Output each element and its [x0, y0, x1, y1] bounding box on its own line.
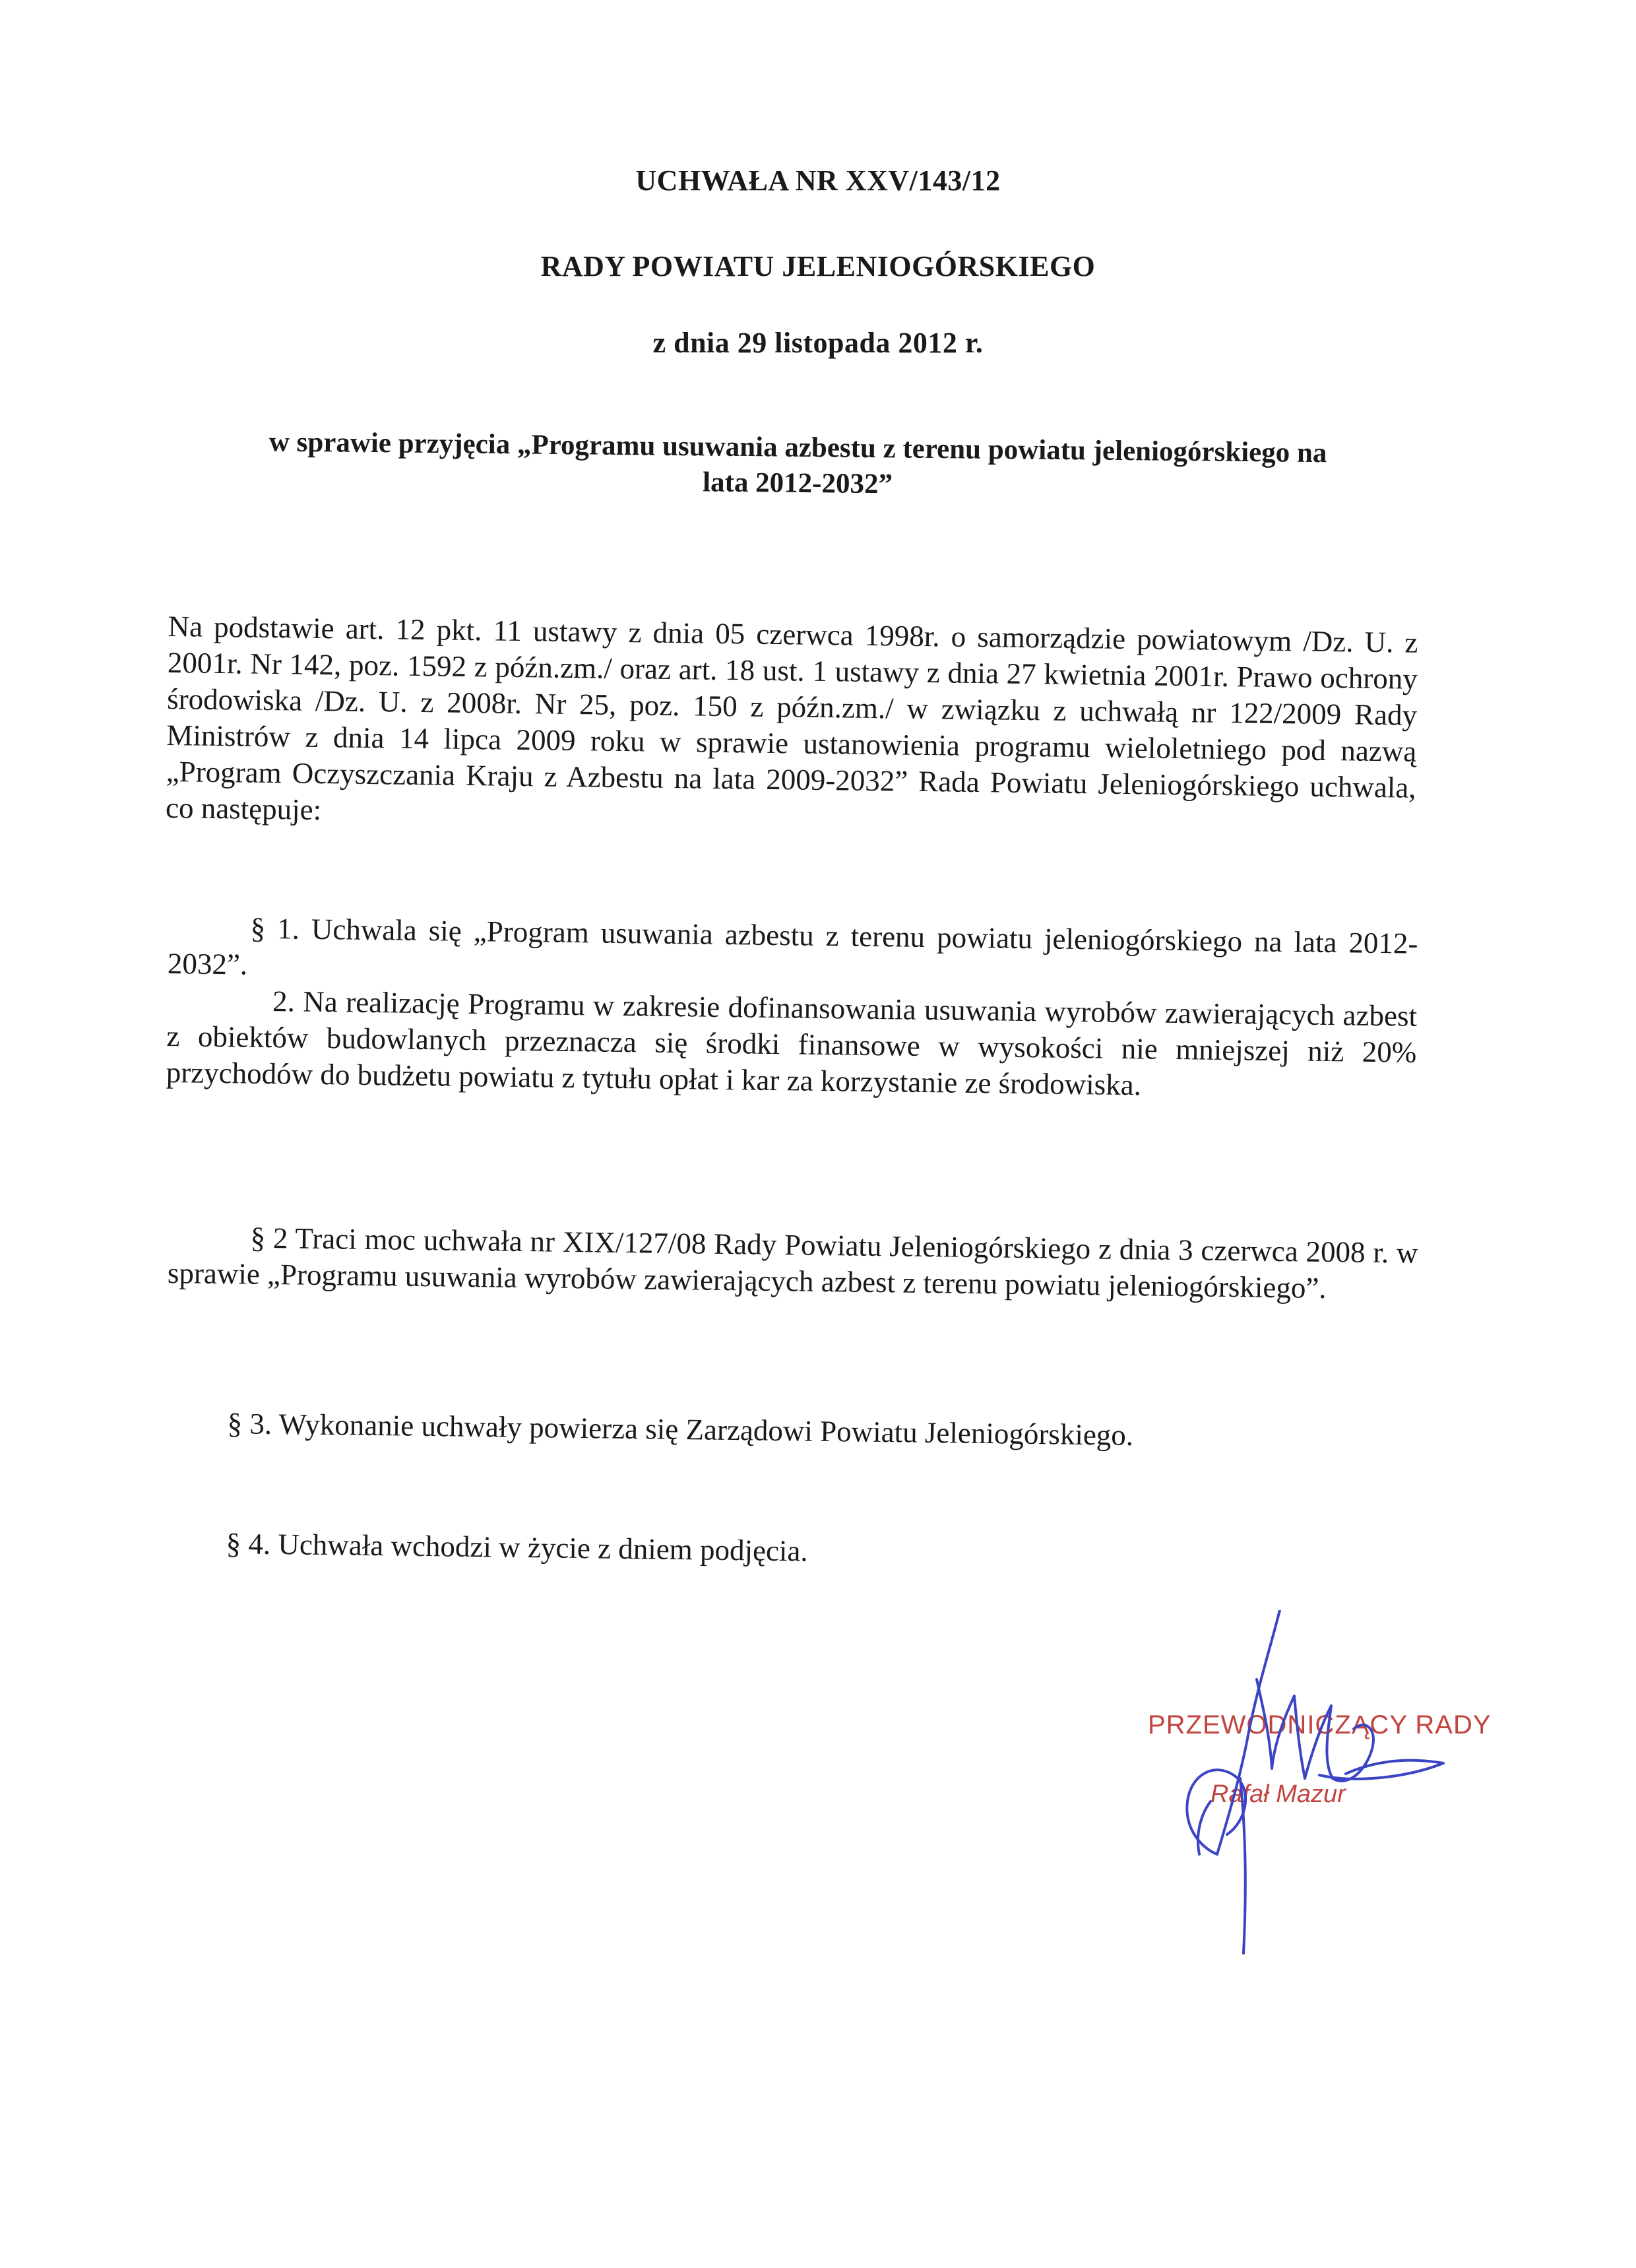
section-3: [227, 1406, 1283, 1456]
section-1-paragraph-1: § 1. Uchwala się „Program usuwania azbestu z terenu powiatu jeleniogórskiego na lata 2012-2032”.: [167, 911, 1418, 981]
section-2: [168, 1219, 1418, 1308]
resolution-date: z dnia 29 listopada 2012 r.: [652, 327, 984, 359]
stamp-title: PRZEWODNICZĄCY RADY: [1148, 1710, 1492, 1739]
handwritten-signature: [1121, 1610, 1464, 1980]
preamble: [166, 608, 1418, 843]
section-4-text: § 4. Uchwała wchodzi w życie z dniem podjęcia.: [226, 1526, 809, 1568]
section-4: [226, 1526, 1282, 1576]
section-1: [166, 909, 1418, 1107]
resolution-issuer: RADY POWIATU JELENIOGÓRSKIEGO: [540, 250, 1096, 282]
signature-block: [1121, 1610, 1492, 1980]
section-1-paragraph-2: 2. Na realizację Programu w zakresie dofinansowania usuwania wyrobów zawierających azbest z obiektów budowlanych przeznacza się środki finansowe w wysokości nie mniejszej niż 20% przychodów do budżetu powiatu z tytułu opłat i kar za korzystanie ze środowiska.: [166, 985, 1418, 1102]
subject-line-1: w sprawie przyjęcia „Programu usuwania azbestu z terenu powiatu jeleniogórskiego na: [268, 426, 1327, 469]
stamp-name: Rafał Mazur: [1211, 1780, 1346, 1808]
preamble-text: Na podstawie art. 12 pkt. 11 ustawy z dnia 05 czerwca 1998r. o samorządzie powiatowym /Dz. U. z 2001r. Nr 142, poz. 1592 z późn.zm./ oraz art. 18 ust. 1 ustawy z dnia 27 kwietnia 2001r. Prawo ochrony środowiska /Dz. U. z 2008r. Nr 25, poz. 150 z późn.zm./ w związku z uchwałą nr 122/2009 Rady Ministrów z dnia 14 lipca 2009 roku w sprawie ustanowienia programu wieloletniego pod nazwą „Program Oczyszczania Kraju z Azbestu na lata 2009-2032” Rada Powiatu Jeleniogórskiego uchwala, co następuje:: [165, 609, 1418, 827]
section-3-text: § 3. Wykonanie uchwały powierza się Zarządowi Powiatu Jeleniogórskiego.: [227, 1406, 1134, 1452]
resolution-title: UCHWAŁA NR XXV/143/12: [635, 164, 1001, 197]
section-2-text: § 2 Traci moc uchwała nr XIX/127/08 Rady Powiatu Jeleniogórskiego z dnia 3 czerwca 2008 r. w sprawie „Programu usuwania wyrobów zawierających azbest z terenu powiatu jeleniogórskiego”.: [167, 1221, 1418, 1305]
subject-line-2: lata 2012-2032”: [702, 467, 893, 500]
resolution-subject: [177, 424, 1418, 508]
